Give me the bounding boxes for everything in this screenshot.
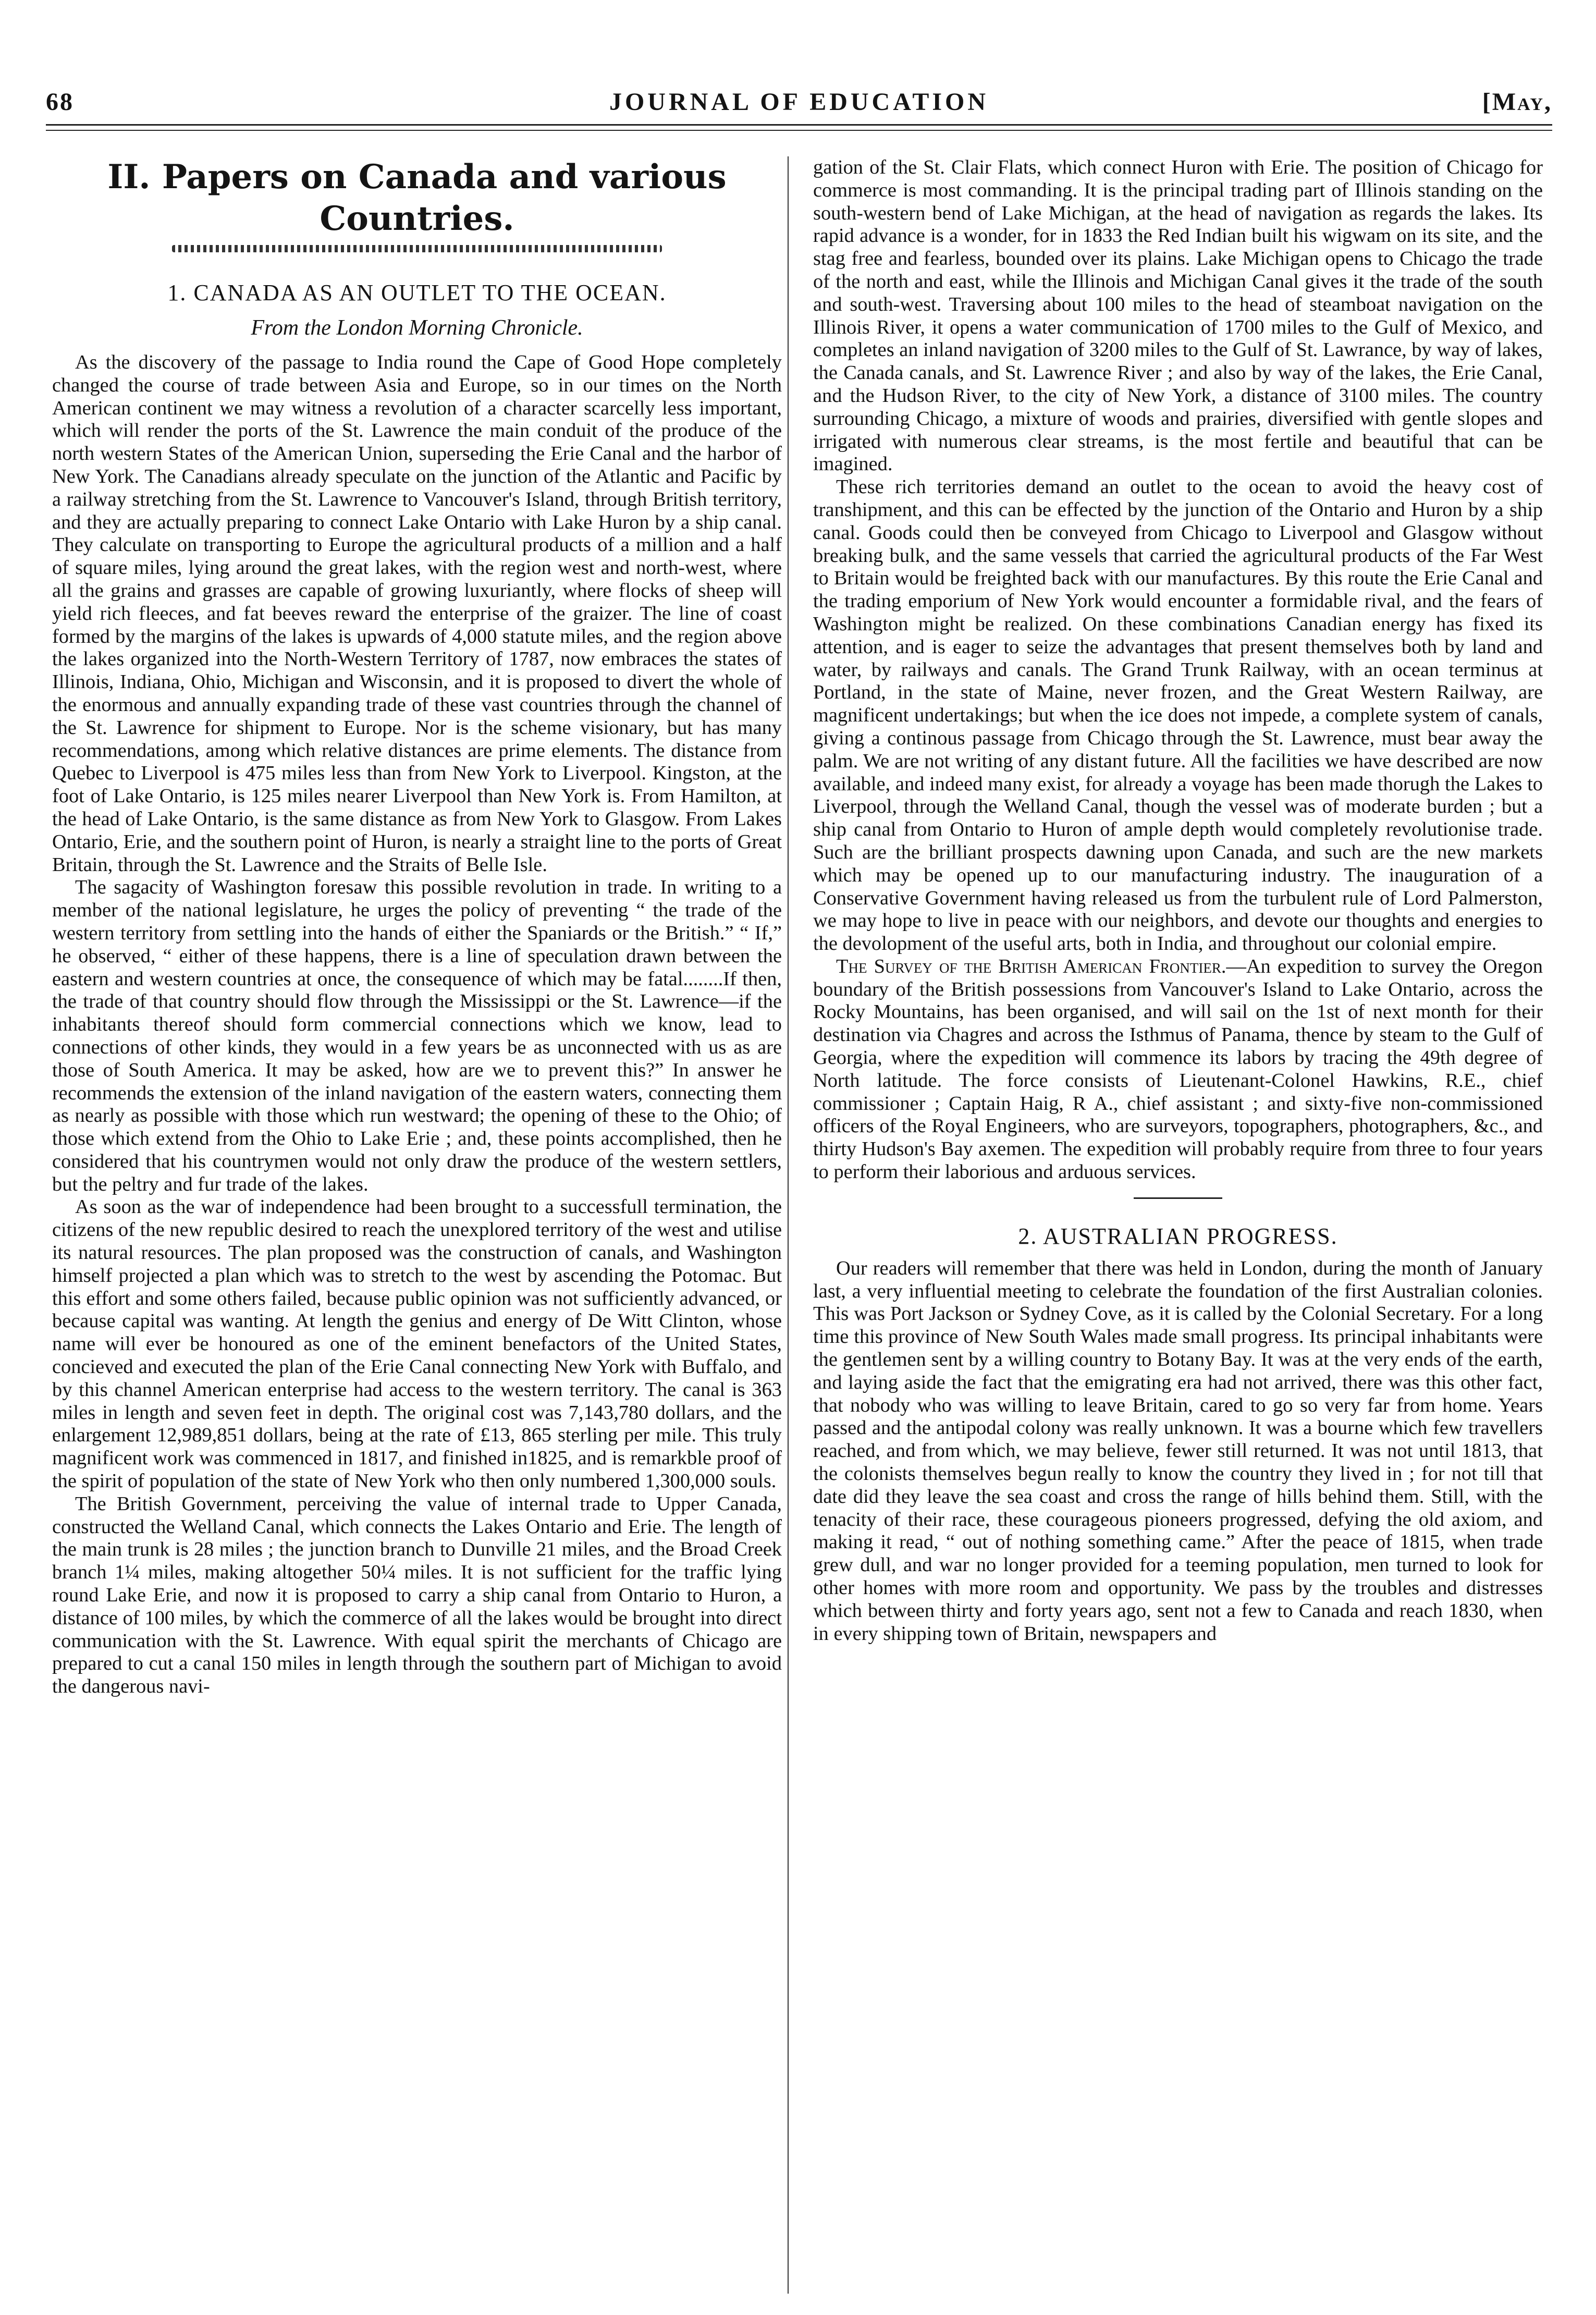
journal-title: JOURNAL OF EDUCATION — [609, 88, 989, 116]
right-column — [813, 156, 1543, 2294]
page-number: 68 — [46, 88, 74, 116]
paragraph: These rich territories demand an outlet to the ocean to avoid the heavy cost of transhipment, and this can be effected by the junction of the Ontario and Huron by a ship canal. Goods could then be conveyed from Chicago to Liverpool and Glasgow without breaking bulk, and the same vessels that carried the agricultural products of the Far West to Britain would be freighted back with our manufactures. By this route the Erie Canal and the trading emporium of New York would encounter a formidable rival, and the fears of Washington might be realized. On these combinations Canadian energy has fixed its attention, and is eager to seize the advantages that present themselves both by land and water, by railways and canals. The Grand Trunk Railway, with an ocean terminus at Portland, in the state of Maine, never frozen, and the Great Western Railway, are magnificent undertakings; but when the ice does not impede, a complete system of canals, giving a continous passage from Chicago through the St. Lawrence, must bear away the palm. We are not writing of any distant future. All the facilities we have described are now available, and indeed many exist, for already a voyage has been made thorugh the Lakes to Liverpool, through the Welland Canal, though the vessel was of moderate burden ; but a ship canal from Ontario to Huron of ample depth would completely revolutionise trade. Such are the brilliant prospects dawning upon Canada, and such are the new markets which may be opened up to our manufacturing industry. The inauguration of a Conservative Government having released us from the turbulent rule of Lord Palmerston, we may hope to live in peace with our neighbors, and devote our thoughts and energies to the devolopment of the useful arts, both in India, and throughout our colonial empire. — [813, 476, 1543, 955]
header-rule-thin — [46, 130, 1552, 131]
article-title: 2. AUSTRALIAN PROGRESS. — [1018, 1223, 1338, 1249]
article-source: From the London Morning Chronicle. — [251, 316, 583, 340]
column-divider — [788, 156, 789, 2294]
paragraph: Our readers will remember that there was held in London, during the month of January last, a very influential meeting to celebrate the foundation of the first Australian colonies. This was Port Jackson or Sydney Cove, as it is called by the Colonial Secretary. For a long time this province of New South Wales made small progress. Its principal inhabitants were the gentlemen sent by a willing country to Botany Bay. It was at the very ends of the earth, and laying aside the fact that the emigrating era had not arrived, there was this other fact, that nobody who was willing to leave Britain, cared to go so very far from home. Years passed and the antipodal colony was really unknown. It was a bourne which few travellers reached, and from which, we may believe, fewer still returned. It was not until 1813, that the colonists themselves begun really to know the country they lived in ; for not till that date did they leave the sea coast and cross the range of hills behind them. Still, with the tenacity of their race, these courageous pioneers progressed, defying the old axiom, and making it read, “ out of nothing something came.” After the peace of 1815, when trade grew dull, and war no longer provided for a teeming population, men turned to look for other homes with more room and opportunity. We pass by the troubles and distresses which between thirty and forty years ago, sent not a few to Canada and reach 1830, when in every shipping town of Britain, newspapers and — [813, 1257, 1543, 1645]
paragraph: The sagacity of Washington foresaw this possible revolution in trade. In writing to a member of the national legislature, he urges the policy of preventing “ the trade of the western territory from settling into the hands of either the Spaniards or the British.” “ If,” he observed, “ either of these happens, there is a line of speculation drawn between the eastern and western countries at once, the consequence of which may be fatal........If then, the trade of that country should flow through the Mississippi or the St. Lawrence—if the inhabitants thereof should form commercial connections which we know, lead to connections of other kinds, they would in a few years be as unconnected with us as are those of South America. It may be asked, how are we to prevent this?” In answer he recommends the extension of the inland navigation of the eastern waters, connecting them as nearly as possible with those which run westward; the opening of these to the Ohio; of those which extend from the Ohio to Lake Erie ; and, these points accomplished, then he considered that his countrymen would not only draw the produce of the western settlers, but the peltry and fur trade of the lakes. — [52, 876, 782, 1195]
survey-text: —An expedition to survey the Oregon boundary of the British possessions from Vancouver's Island to Lake Ontario, across the Rocky Mountains, has been organised, and will sail on the 1st of next month for their destination via Chagres and across the Isthmus of Panama, thence by steam to the Gulf of Georgia, where the expedition will commence its labors by tracing the 49th degree of North latitude. The force consists of Lieutenant-Colonel Hawkins, R.E., chief commissioner ; Captain Haig, R A., chief assistant ; and sixty-five non-commissioned officers of the Royal Engineers, who are surveyors, topographers, photographers, &c., and thirty Hudson's Bay axemen. The expedition will probably require from three to four years to perform their laborious and arduous services. — [813, 955, 1543, 1183]
paragraph: The British Government, perceiving the value of internal trade to Upper Canada, constructed the Welland Canal, which connects the Lakes Ontario and Erie. The length of the main trunk is 28 miles ; the junction branch to Dunville 21 miles, and the Broad Creek branch 1¼ miles, making altogether 50¼ miles. It is not sufficient for the traffic lying round Lake Erie, and now it is proposed to carry a ship canal from Ontario to Huron, a distance of 100 miles, by which the commerce of all the lakes would be brought into direct communication with the St. Lawrence. With equal spirit the merchants of Chicago are prepared to cut a canal 150 miles in length through the southern part of Michigan to avoid the dangerous navi- — [52, 1492, 782, 1698]
survey-heading: The Survey of the British American Frontier. — [836, 955, 1226, 977]
header-rule — [46, 124, 1552, 126]
left-column — [52, 156, 782, 2294]
article-separator — [1134, 1197, 1222, 1199]
issue-month: [May, — [1482, 88, 1552, 116]
ornamental-rule — [172, 245, 662, 252]
paragraph-continued: gation of the St. Clair Flats, which connect Huron with Erie. The position of Chicago for commerce is most commanding. It is the principal trading part of Illinois standing on the south-western bend of Lake Michigan, at the head of navigation as regards the lakes. Its rapid advance is a wonder, for in 1833 the Red Indian built his wigwam on its site, and the stag free and fearless, bounded over its plains. Lake Michigan opens to Chicago the trade of the north and east, while the Illinois and Michigan Canal gives it the trade of the south and south-west. Traversing about 100 miles to the head of steamboat navigation on the Illinois River, it opens a water communication of 1700 miles to the Gulf of Mexico, and completes an inland navigation of 3200 miles to the Gulf of St. Lawrance, by way of lakes, the Canada canals, and St. Lawrence River ; and also by way of the lakes, the Erie Canal, and the Hudson River, to the city of New York, a distance of 3100 miles. The country surrounding Chicago, a mixture of woods and prairies, diversified with gentle slopes and irrigated with numerous clear streams, is the most fertile and beautiful that can be imagined. — [813, 156, 1543, 475]
section-title: II. Papers on Canada and various Countries. — [107, 157, 727, 238]
survey-paragraph — [813, 956, 1543, 1184]
article-title: 1. CANADA AS AN OUTLET TO THE OCEAN. — [167, 280, 667, 305]
running-header — [46, 88, 1552, 124]
paragraph: As the discovery of the passage to India round the Cape of Good Hope completely changed the course of trade between Asia and Europe, so in our times on the North American continent we may witness a revolution of a character scarcelly less important, which will render the ports of the St. Lawrence the main conduit of the produce of the north western States of the American Union, superseding the Erie Canal and the harbor of New York. The Canadians already speculate on the junction of the Atlantic and Pacific by a railway stretching from the St. Lawrence to Vancouver's Island, through British territory, and they are actually preparing to connect Lake Ontario with Lake Huron by a ship canal. They calculate on transporting to Europe the agricultural products of a million and a half of square miles, lying around the great lakes, with the region west and north-west, where all the grains and grasses are capable of growing luxuriantly, where flocks of sheep will yield rich fleeces, and fat beeves reward the enterprise of the graizer. The line of coast formed by the margins of the lakes is upwards of 4,000 statute miles, and the region above the lakes organized into the North-Western Territory of 1787, now embraces the states of Illinois, Indiana, Ohio, Michigan and Wisconsin, and it is proposed to divert the whole of the enormous and annually expanding trade of these vast countries through the channel of the St. Lawrence for shipment to Europe. Nor is the scheme visionary, but has many recommendations, among which relative distances are prime elements. The distance from Quebec to Liverpool is 475 miles less than from New York to Liverpool. Kingston, at the foot of Lake Ontario, is 125 miles nearer Liverpool than New York is. From Hamilton, at the head of Lake Ontario, is the same distance as from New York to Glasgow. From Lakes Ontario, Erie, and the southern point of Huron, is nearly a straight line to the ports of Great Britain, through the St. Lawrence and the Straits of Belle Isle. — [52, 351, 782, 876]
paragraph: As soon as the war of independence had been brought to a successfull termination, the citizens of the new republic desired to reach the unexplored territory of the west and utilise its natural resources. The plan proposed was the construction of canals, and Washington himself projected a plan which was to stretch to the west by ascending the Potomac. But this effort and some others failed, because public opinion was not sufficiently advanced, or because capital was wanting. At length the genius and energy of De Witt Clinton, whose name will ever be honoured as one of the eminent benefactors of the United States, concieved and executed the plan of the Erie Canal connecting New York with Buffalo, and by this channel American enterprise had access to the western territory. The canal is 363 miles in length and seven feet in depth. The original cost was 7,143,780 dollars, and the enlargement 12,989,851 dollars, being at the rate of £13, 865 sterling per mile. This truly magnificent work was commenced in 1817, and finished in1825, and is remarkble proof of the spirit of population of the state of New York who then only numbered 1,300,000 souls. — [52, 1196, 782, 1492]
